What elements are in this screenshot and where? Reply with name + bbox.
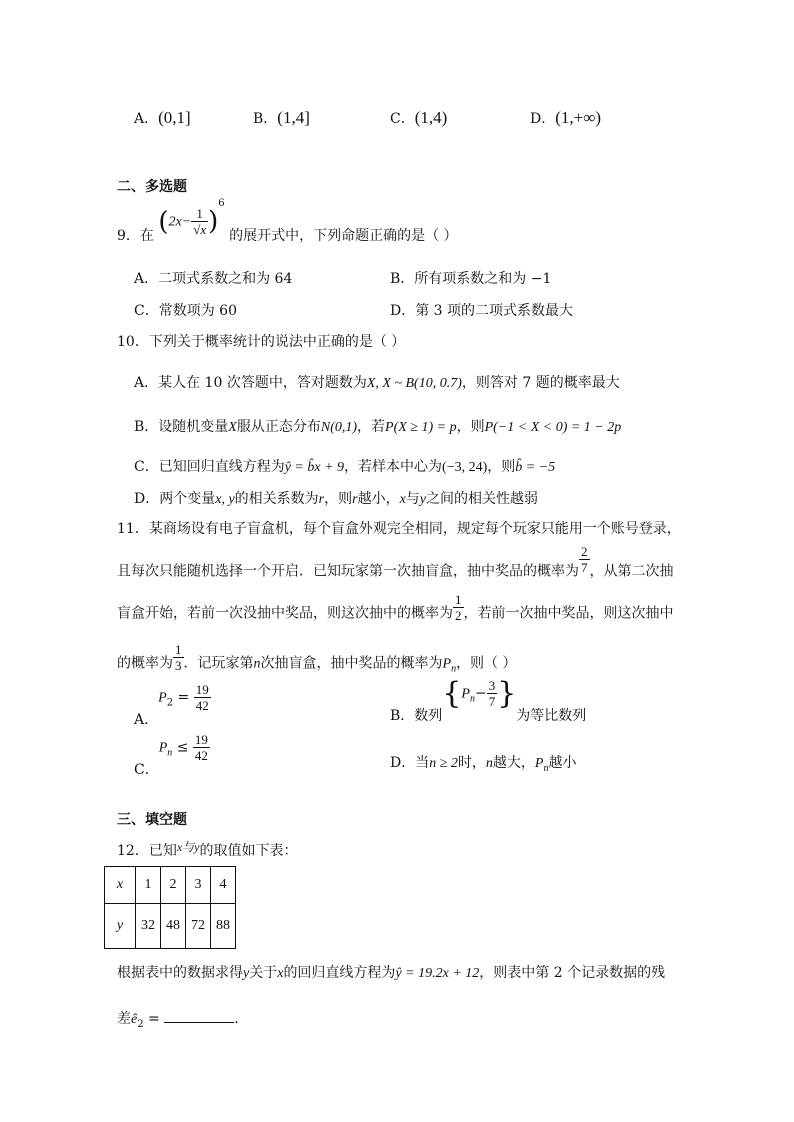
frac-num: 2 <box>581 544 588 559</box>
subscript: n <box>451 663 457 675</box>
math: ŷ = b̂x + 9 <box>284 460 345 475</box>
q12-line2 <box>117 1008 239 1030</box>
brace-left: { <box>442 676 462 711</box>
option-d <box>530 108 601 128</box>
text: ，则 <box>324 491 353 507</box>
table-cell: 1 <box>136 867 161 904</box>
table-cell: 4 <box>211 867 236 904</box>
text: ，若样本中心为 <box>344 459 443 475</box>
frac-den: 42 <box>194 748 208 763</box>
table-cell: 2 <box>161 867 186 904</box>
q11-option-c <box>134 732 210 778</box>
math: P <box>158 690 167 706</box>
text: 次抽盲盒，抽中奖品的概率为 <box>260 655 443 672</box>
q9-expr: 2x− <box>168 214 192 230</box>
math: n ≥ 2 <box>429 756 458 771</box>
text: ．记玩家第 <box>183 655 254 672</box>
math: b̂ = −5 <box>515 460 556 475</box>
option-value: (0,1] <box>158 108 191 127</box>
paren-left: ( <box>158 206 169 237</box>
paren-right: ) <box>208 206 219 237</box>
text: D．两个变量 <box>134 491 216 507</box>
value-table <box>104 866 236 949</box>
q12-line1 <box>117 962 665 982</box>
option-value: (1,4] <box>277 108 310 127</box>
text: 的取值如下表： <box>199 843 298 859</box>
text: 关于 <box>249 965 278 981</box>
option-letter: B． <box>253 111 278 127</box>
math: ŷ = 19.2x + 12 <box>395 966 480 981</box>
fraction <box>194 682 211 713</box>
fraction <box>579 544 590 575</box>
text: C．已知回归直线方程为 <box>134 459 285 475</box>
subscript: n <box>167 747 173 759</box>
math: P <box>461 686 470 702</box>
q11-line4 <box>117 642 517 679</box>
q10-option-d <box>134 488 538 508</box>
table-cell: 72 <box>186 904 211 949</box>
frac-num: 3 <box>488 678 496 693</box>
q11-line3 <box>117 592 674 629</box>
table-cell: 88 <box>211 904 236 949</box>
text: ，则（ ） <box>456 655 517 672</box>
text: 盲盒开始，若前一次没抽中奖品，则这次抽中的概率为 <box>117 605 453 622</box>
text: 的相关系数为 <box>234 491 319 507</box>
math: P <box>158 740 168 756</box>
frac-num: 1 <box>455 592 462 607</box>
math: n <box>253 656 261 672</box>
table-cell: x <box>105 867 136 904</box>
subscript: 2 <box>137 1018 144 1030</box>
q11-line2 <box>117 544 674 587</box>
text: 的回归直线方程为 <box>283 965 396 981</box>
fraction <box>173 642 184 673</box>
option-a <box>134 108 191 128</box>
text: ，从第二次抽 <box>589 563 674 580</box>
brace-right: } <box>497 676 517 711</box>
math: n <box>485 756 493 771</box>
table-cell: 3 <box>186 867 211 904</box>
q9-option-c: C．常数项为 60 <box>134 303 237 319</box>
q9-tail: 的展开式中，下列命题正确的是（ ） <box>229 227 458 244</box>
answer-blank[interactable] <box>164 1008 234 1023</box>
text: 越大， <box>492 755 535 771</box>
option-letter: D． <box>530 111 556 127</box>
q11-option-b <box>390 676 587 724</box>
math: P(−1 < X < 0) = 1 − 2p <box>484 420 622 435</box>
math: x <box>399 492 406 507</box>
math: X, X ~ B(10, 0.7) <box>366 376 462 391</box>
q9-stem <box>117 197 458 256</box>
q10-stem: 10．下列关于概率统计的说法中正确的是（ ） <box>117 334 406 350</box>
math: ê <box>131 1012 138 1027</box>
frac-num: 1 <box>196 206 203 221</box>
math: x, y <box>215 492 235 507</box>
q11-option-a <box>134 682 211 728</box>
operator: = <box>143 1011 165 1027</box>
frac-den: 3 <box>175 658 182 673</box>
math: x与y <box>176 840 200 854</box>
operator: ≤ <box>172 739 193 756</box>
frac-num: 19 <box>195 682 209 697</box>
option-value: (1,4) <box>414 108 448 127</box>
frac-den: 7 <box>581 560 588 575</box>
q12-stem <box>117 840 297 860</box>
text: 12．已知 <box>117 843 177 859</box>
text: 越小 <box>548 755 577 771</box>
table-row <box>105 904 236 949</box>
text: ，则 <box>456 419 485 435</box>
fraction <box>193 732 210 763</box>
q10-option-a <box>134 372 620 392</box>
option-c <box>390 108 447 128</box>
math: P(X ≥ 1) = p <box>385 420 457 435</box>
option-letter: C． <box>390 111 415 127</box>
table-row <box>105 867 236 904</box>
option-value: (1,+∞) <box>555 108 602 127</box>
math: y <box>243 966 250 981</box>
text: 越小， <box>357 491 400 507</box>
text: 与 <box>405 491 420 507</box>
option-b <box>253 108 310 128</box>
q10-option-b <box>134 416 621 436</box>
option-letter: A． <box>134 711 159 728</box>
text: A．某人在 10 次答题中，答对题数为 <box>134 375 367 391</box>
text: ，则表中第 2 个记录数据的残 <box>479 965 666 981</box>
math: P <box>534 756 544 771</box>
table-cell: 48 <box>161 904 186 949</box>
section-title: 三、填空题 <box>117 812 187 828</box>
q9-option-d: D．第 3 项的二项式系数最大 <box>390 303 574 319</box>
text: 且每次只能随机选择一个开启．已知玩家第一次抽盲盒，抽中奖品的概率为 <box>117 563 579 580</box>
frac-num: 19 <box>194 732 208 747</box>
math: r <box>318 492 325 507</box>
subscript: 2 <box>166 697 174 709</box>
frac-den: √x <box>193 222 207 237</box>
q9-option-a: A．二项式系数之和为 64 <box>134 271 293 287</box>
text: ，则 <box>487 459 516 475</box>
text: 根据表中的数据求得 <box>117 965 243 981</box>
text: 服从正态分布 <box>236 419 321 435</box>
q11-line1: 11．某商场设有电子盲盒机，每个盲盒外观完全相同，规定每个玩家只能用一个账号登录， <box>117 521 681 537</box>
text: 之间的相关性越弱 <box>426 491 539 507</box>
frac-num: 1 <box>175 642 182 657</box>
frac-den: 42 <box>195 698 209 713</box>
math: X <box>228 420 237 435</box>
text: 的概率为 <box>117 655 173 672</box>
q9-fraction <box>191 206 208 237</box>
frac-den: 2 <box>455 608 462 623</box>
option-letter: B．数列 <box>390 707 443 724</box>
section-title: 二、多选题 <box>117 179 187 195</box>
q10-option-c <box>134 456 555 476</box>
q9-number: 9．在 <box>117 227 154 244</box>
subscript: n <box>543 762 549 774</box>
option-letter: A． <box>134 111 159 127</box>
text: ，则答对 7 题的概率最大 <box>461 375 620 391</box>
math: r <box>352 492 358 507</box>
fraction <box>487 678 498 709</box>
table-cell: y <box>105 904 136 949</box>
operator: − <box>474 685 487 702</box>
text: . <box>234 1011 239 1027</box>
math: x <box>277 966 284 981</box>
math: P <box>442 656 452 672</box>
math: y <box>419 492 427 507</box>
text: D．当 <box>390 755 430 771</box>
frac-den: 7 <box>488 694 496 709</box>
operator: = <box>173 689 194 706</box>
q11-option-d <box>390 752 576 774</box>
math: N(0,1) <box>320 420 358 435</box>
text: ，若前一次抽中奖品，则这次抽中 <box>463 605 674 622</box>
math: (−3, 24) <box>442 460 488 475</box>
q9-option-b: B．所有项系数之和为 −1 <box>390 271 552 287</box>
exponent: 6 <box>218 197 225 209</box>
text: 为等比数列 <box>516 707 587 724</box>
option-letter: C． <box>134 761 159 778</box>
fraction <box>453 592 464 623</box>
subscript: n <box>469 693 475 705</box>
text: ，若 <box>357 419 386 435</box>
text: B．设随机变量 <box>134 419 229 435</box>
text: 时， <box>457 755 486 771</box>
table-cell: 32 <box>136 904 161 949</box>
text: 差 <box>117 1011 131 1027</box>
